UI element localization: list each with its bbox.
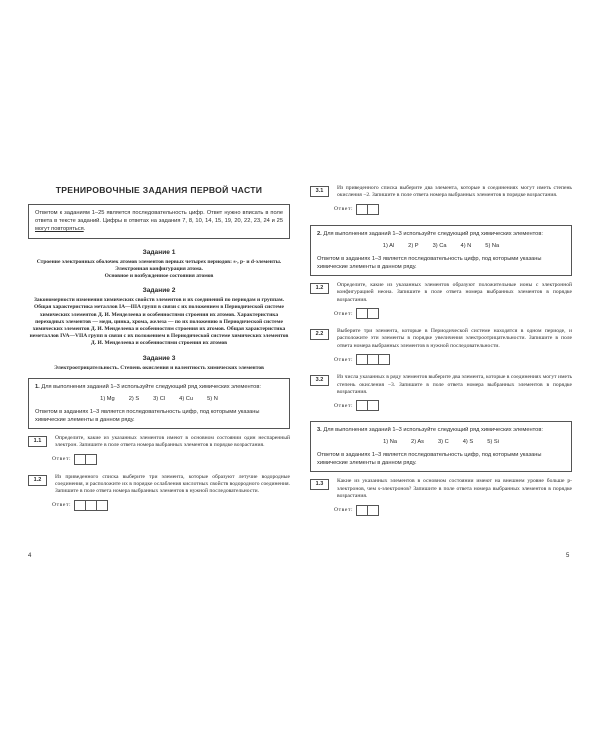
subtask-text: Из приведенного списка выберите три элемента, которые образуют летучие водородные соединения, и расположите их в порядке ослабления кислотных свойств водородного соединения. Запишите в поле ответа номера выбранных элементов в нужной последовательности. — [55, 473, 290, 495]
subtask-text: Определите, какие из указанных элементов образуют положительные ионы с электронной конфигурацией неона. Запишите в поле ответа номера выбранных элементов в порядке возрастания. — [337, 281, 572, 303]
question-2-number: 2. — [317, 230, 322, 237]
element-item: 3) Cl — [153, 395, 166, 402]
answer-cells — [75, 500, 108, 511]
answer-label: Ответ: — [334, 206, 354, 213]
task1-topic-text2: Основное и возбужденное состояния атомов — [104, 273, 214, 280]
answer-row-1-1 — [52, 454, 290, 465]
element-item: 4) N — [460, 242, 472, 249]
subtask-text: Из приведенного списка выберите два элемента, которые в соединениях могут иметь степень окисления −2. Запишите в поле ответа номера выбранных элементов в порядке возрастания. — [337, 185, 572, 199]
answer-label: Ответ: — [52, 456, 72, 463]
instructions-text: Ответом к заданиям 1–25 является последовательность цифр. Ответ нужно вписать в поле ответа в тексте заданий. Цифры в ответах на задания 7, 8, 10, 14, 15, 19, 20, 22, 23, 24 и 25 — [35, 210, 283, 225]
right-page — [310, 185, 572, 516]
answer-cell[interactable] — [367, 505, 379, 516]
task2-topic: Закономерности изменения химических свойств элементов и их соединений по периодам и группам. Общая характеристика металлов IA—IIIA групп в связи с их положением в Периодической системе химических элементов Д. И. Менделеева и особенностями строения их атомов. Характеристика переходных элементов — меди, цинка, хрома, железа — по их положению в Периодической системе химических элементов Д. И. Менделеева и особенностям строения их атомов. Общая характеристика неметаллов IVA—VIIA групп в связи с их положением в Периодической системе химических элементов Д. И. Менделеева и особенностями строения их атомов — [29, 297, 289, 347]
instructions-end: . — [83, 226, 86, 233]
subtask-1-3 — [310, 478, 572, 500]
question-3-elements — [317, 438, 565, 446]
answer-cell[interactable] — [96, 500, 108, 511]
subtask-badge: 1.2 — [310, 283, 329, 294]
task1-topic-text1: Строение электронных оболочек атомов элементов первых четырех периодов: s-, p- и d-элементы. Электронная конфигурация атома. — [36, 258, 282, 272]
subtask-1-1 — [28, 435, 290, 450]
subtask-badge: 3.2 — [310, 375, 329, 386]
answer-row-1-3 — [334, 505, 572, 516]
element-item: 5) Si — [487, 439, 499, 446]
element-item: 5) Na — [485, 242, 500, 249]
question-3-box — [310, 421, 572, 472]
question-2-box — [310, 225, 572, 276]
answer-cell[interactable] — [378, 354, 390, 365]
question-2-tail: Ответом в заданиях 1–3 является последовательность цифр, под которыми указаны химические элементы в данном ряду. — [317, 255, 542, 270]
subtask-1-2-right — [310, 282, 572, 304]
page-title: ТРЕНИРОВОЧНЫЕ ЗАДАНИЯ ПЕРВОЙ ЧАСТИ — [55, 185, 263, 195]
answer-cells — [357, 308, 379, 319]
answer-label: Ответ: — [334, 402, 354, 409]
element-item: 1) Al — [382, 242, 395, 249]
question-2-elements — [317, 242, 565, 250]
task3-topic: Электроотрицательность. Степень окисления и валентность химических элементов — [54, 364, 264, 371]
element-item: 1) Na — [383, 439, 398, 446]
answer-cell[interactable] — [85, 454, 97, 465]
question-2-lead: Для выполнения заданий 1–3 используйте следующий ряд химических элементов: — [323, 230, 543, 237]
answer-row-3-2 — [334, 400, 572, 411]
answer-label: Ответ: — [334, 507, 354, 514]
subtask-text: Выберите три элемента, которые в Периодической системе находятся в одном периоде, и расположите эти элементы в порядке увеличения электроотрицательности. Запишите в поле ответа номера выбранных элементов в нужной последовательности. — [337, 328, 572, 349]
instructions-box — [28, 204, 290, 239]
task3-heading: Задание 3 — [142, 354, 176, 362]
element-item: 4) S — [462, 439, 474, 446]
subtask-badge: 3.1 — [310, 186, 329, 197]
subtask-badge: 1.3 — [310, 479, 329, 490]
answer-label: Ответ: — [52, 502, 72, 509]
answer-cells — [75, 454, 97, 465]
question-1-number: 1. — [35, 383, 40, 390]
subtask-badge: 1.1 — [28, 436, 47, 447]
subtask-2-2 — [310, 328, 572, 350]
subtask-badge: 2.2 — [310, 329, 329, 340]
question-3-number: 3. — [317, 427, 322, 434]
answer-label: Ответ: — [334, 310, 354, 317]
element-item: 2) P — [408, 242, 419, 249]
answer-row-3-1 — [334, 204, 572, 215]
answer-row-1-2 — [52, 500, 290, 511]
task2-heading: Задание 2 — [142, 287, 176, 295]
left-page — [28, 185, 290, 511]
subtask-text: Из числа указанных в ряду элементов выберите два элемента, которые в соединениях могут иметь степень окисления −3. Запишите в поле ответа номера выбранных элементов в порядке возрастания. — [337, 374, 572, 396]
question-3-lead: Для выполнения заданий 1–3 используйте следующий ряд химических элементов: — [323, 427, 543, 434]
task1-topic — [28, 259, 290, 281]
subtask-text: Определите, какие из указанных элементов имеют в основном состоянии один неспаренный электрон. Запишите в поле ответа номера выбранных элементов в порядке возрастания. — [55, 434, 290, 449]
answer-row-1-2-right — [334, 308, 572, 319]
element-item: 3) C — [438, 439, 449, 446]
page-number-right: 5 — [566, 553, 570, 559]
answer-cell[interactable] — [367, 308, 379, 319]
task1-heading: Задание 1 — [142, 248, 176, 256]
answer-cell[interactable] — [367, 204, 379, 215]
subtask-badge: 1.2 — [28, 475, 47, 486]
element-item: 2) As — [411, 439, 424, 446]
element-item: 5) N — [207, 395, 218, 402]
element-item: 4) Cu — [179, 395, 194, 402]
question-3-tail: Ответом в заданиях 1–3 является последовательность цифр, под которыми указаны химические элементы в данном ряду. — [317, 452, 542, 467]
answer-cell[interactable] — [367, 400, 379, 411]
element-item: 2) S — [128, 395, 140, 402]
subtask-text: Какие из указанных элементов в основном состоянии имеют на внешнем уровне больше p-электронов, чем s-электронов? Запишите в поле ответа номера выбранных элементов в порядке возрастания. — [337, 478, 572, 500]
answer-cells — [357, 505, 379, 516]
answer-label: Ответ: — [334, 356, 354, 363]
element-item: 1) Mg — [100, 395, 115, 402]
answer-cells — [357, 354, 390, 365]
subtask-1-2 — [28, 474, 290, 496]
answer-cells — [357, 400, 379, 411]
element-item: 3) Ca — [432, 242, 447, 249]
question-1-lead: Для выполнения заданий 1–3 используйте следующий ряд химических элементов: — [41, 383, 261, 390]
answer-row-2-2 — [334, 354, 572, 365]
question-1-box — [28, 378, 290, 429]
subtask-3-2 — [310, 374, 572, 396]
answer-cells — [357, 204, 379, 215]
instructions-underlined: могут повторяться — [35, 226, 84, 233]
question-1-elements — [35, 395, 283, 403]
page-number-left: 4 — [28, 553, 32, 559]
subtask-3-1 — [310, 185, 572, 200]
question-1-tail: Ответом в заданиях 1–3 является последовательность цифр, под которыми указаны химические элементы в данном ряду. — [35, 408, 260, 423]
